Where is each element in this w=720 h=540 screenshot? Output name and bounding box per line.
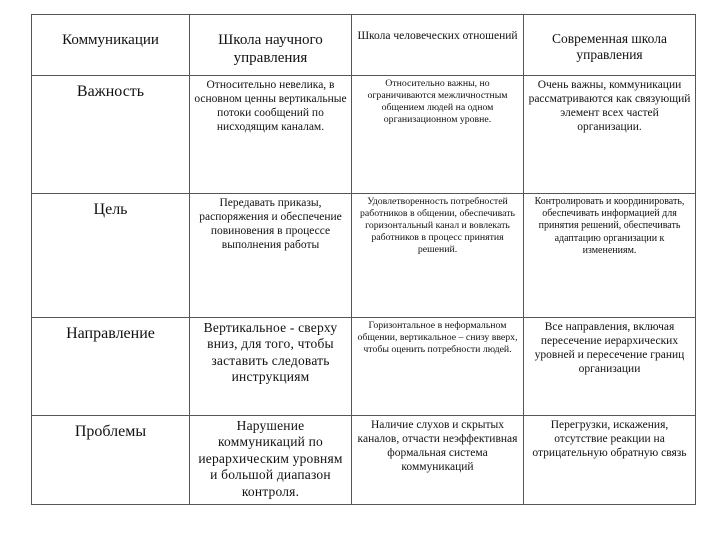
cell-direction-human: Горизонтальное в неформальном общении, вертикальное – снизу вверх, чтобы оценить потребности людей.: [352, 318, 524, 416]
header-scientific-management: Школа научного управления: [190, 15, 352, 76]
row-label-direction: Направление: [32, 318, 190, 416]
row-label-problems: Проблемы: [32, 416, 190, 505]
header-row: [32, 15, 696, 76]
cell-importance-scientific: Относительно невелика, в основном ценны вертикальные потоки сообщений по нисходящим каналам.: [190, 76, 352, 194]
row-label-goal: Цель: [32, 194, 190, 318]
header-communications: Коммуникации: [32, 15, 190, 76]
table-row-importance: [32, 76, 696, 194]
table-row-problems: [32, 416, 696, 505]
cell-importance-modern: Очень важны, коммуникации рассматриваются как связующий элемент всех частей организации.: [524, 76, 696, 194]
cell-direction-modern: Все направления, включая пересечение иерархических уровней и пересечение границ организации: [524, 318, 696, 416]
header-human-relations: Школа человеческих отношений: [352, 15, 524, 76]
cell-problems-modern: Перегрузки, искажения, отсутствие реакции на отрицательную обратную связь: [524, 416, 696, 505]
cell-goal-modern: Контролировать и координировать, обеспечивать информацией для принятия решений, обеспечивать адаптацию организации к изменениям.: [524, 194, 696, 318]
comparison-table: [31, 14, 696, 505]
table-row-goal: [32, 194, 696, 318]
row-label-importance: Важность: [32, 76, 190, 194]
cell-goal-scientific: Передавать приказы, распоряжения и обеспечение повиновения в процессе выполнения работы: [190, 194, 352, 318]
table-row-direction: [32, 318, 696, 416]
cell-problems-human: Наличие слухов и скрытых каналов, отчасти неэффективная формальная система коммуникаций: [352, 416, 524, 505]
cell-goal-human: Удовлетворенность потребностей работников в общении, обеспечивать горизонтальный канал и вовлекать работников в процесс принятия решений.: [352, 194, 524, 318]
cell-importance-human: Относительно важны, но ограничиваются межличностным общением людей на одном организационном уровне.: [352, 76, 524, 194]
cell-direction-scientific: Вертикальное - сверху вниз, для того, чтобы заставить следовать инструкциям: [190, 318, 352, 416]
cell-problems-scientific: Нарушение коммуникаций по иерархическим уровням и большой диапазон контроля.: [190, 416, 352, 505]
header-modern-management: Современная школа управления: [524, 15, 696, 76]
